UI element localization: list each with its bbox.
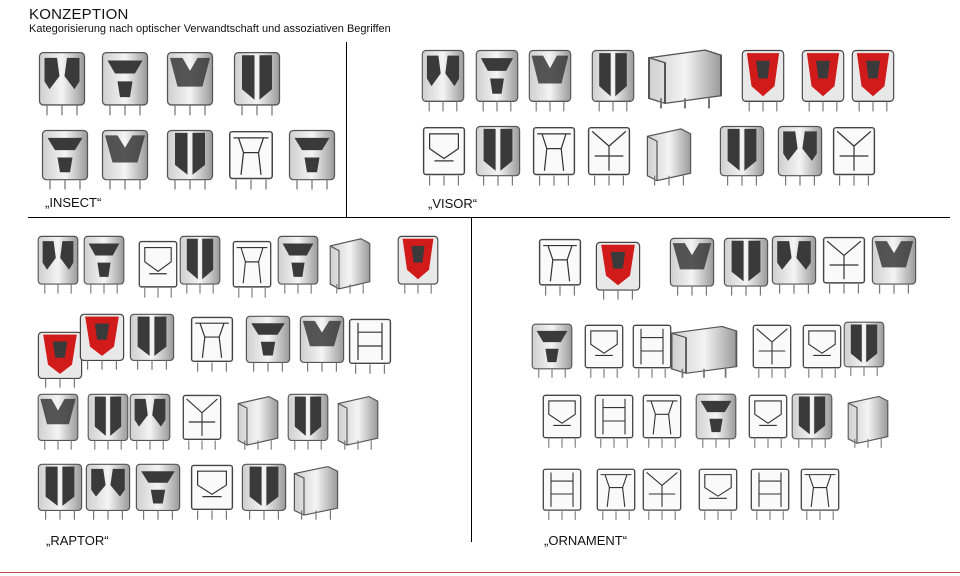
raptor-sketch bbox=[396, 234, 440, 296]
ornament-sketch bbox=[668, 236, 716, 298]
visor-sketch bbox=[850, 48, 896, 114]
insect-sketch bbox=[37, 50, 87, 118]
visor-sketch bbox=[527, 48, 573, 114]
visor-sketch bbox=[420, 48, 466, 114]
ornament-sketch bbox=[790, 392, 834, 450]
raptor-sketch bbox=[178, 234, 222, 296]
ornament-sketch bbox=[592, 392, 636, 450]
visor-sketch bbox=[590, 48, 636, 114]
ornament-sketch bbox=[582, 322, 626, 380]
raptor-sketch bbox=[328, 234, 372, 296]
ornament-sketch bbox=[668, 322, 740, 380]
visor-sketch bbox=[474, 48, 520, 114]
raptor-sketch bbox=[86, 392, 130, 452]
ornament-sketch bbox=[800, 322, 844, 380]
raptor-label: „RAPTOR“ bbox=[46, 533, 109, 548]
footer-rule bbox=[0, 572, 960, 573]
ornament-sketch bbox=[820, 234, 868, 296]
ornament-sketch bbox=[640, 392, 684, 450]
raptor-sketch bbox=[36, 392, 80, 452]
ornament-sketch bbox=[750, 322, 794, 380]
visor-sketch bbox=[530, 124, 578, 188]
insect-sketch bbox=[100, 50, 150, 118]
visor-sketch bbox=[800, 48, 846, 114]
raptor-sketch bbox=[236, 392, 280, 452]
insect-sketch bbox=[287, 128, 337, 192]
insect-sketch bbox=[165, 50, 215, 118]
raptor-sketch bbox=[36, 462, 84, 522]
ornament-sketch bbox=[748, 466, 792, 522]
visor-sketch bbox=[474, 124, 522, 188]
ornament-sketch bbox=[540, 466, 584, 522]
ornament-sketch bbox=[746, 392, 790, 450]
raptor-sketch bbox=[128, 312, 176, 372]
raptor-sketch bbox=[180, 392, 224, 452]
vertical-divider-bottom bbox=[471, 217, 472, 542]
ornament-sketch bbox=[870, 234, 918, 296]
raptor-sketch bbox=[188, 462, 236, 522]
raptor-sketch bbox=[188, 314, 236, 374]
raptor-sketch bbox=[36, 330, 84, 390]
insect-sketch bbox=[232, 50, 282, 118]
raptor-sketch bbox=[346, 316, 394, 376]
insect-sketch bbox=[100, 128, 150, 192]
ornament-sketch bbox=[798, 466, 842, 522]
raptor-sketch bbox=[230, 238, 274, 300]
visor-sketch bbox=[830, 124, 878, 188]
vertical-divider-top bbox=[346, 42, 347, 217]
ornament-sketch bbox=[536, 236, 584, 298]
visor-sketch bbox=[585, 124, 633, 188]
raptor-sketch bbox=[276, 234, 320, 296]
ornament-sketch bbox=[594, 466, 638, 522]
raptor-sketch bbox=[84, 462, 132, 522]
raptor-sketch bbox=[286, 392, 330, 452]
insect-label: „INSECT“ bbox=[45, 195, 102, 210]
insect-sketch bbox=[165, 128, 215, 192]
visor-label: „VISOR“ bbox=[428, 196, 478, 211]
raptor-sketch bbox=[298, 314, 346, 374]
raptor-sketch bbox=[244, 314, 292, 374]
visor-sketch bbox=[718, 124, 766, 188]
ornament-sketch bbox=[694, 392, 738, 450]
visor-sketch bbox=[420, 124, 468, 188]
page-subtitle: Kategorisierung nach optischer Verwandtschaft und assoziativen Begriffen bbox=[29, 23, 391, 35]
raptor-sketch bbox=[292, 462, 340, 522]
visor-sketch bbox=[645, 45, 725, 111]
visor-sketch bbox=[645, 124, 693, 188]
ornament-sketch bbox=[594, 240, 642, 302]
raptor-sketch bbox=[136, 238, 180, 300]
ornament-sketch bbox=[540, 392, 584, 450]
ornament-sketch bbox=[722, 236, 770, 298]
raptor-sketch bbox=[134, 462, 182, 522]
raptor-sketch bbox=[336, 392, 380, 452]
ornament-sketch bbox=[770, 234, 818, 296]
raptor-sketch bbox=[240, 462, 288, 522]
horizontal-divider bbox=[28, 217, 950, 218]
raptor-sketch bbox=[36, 234, 80, 296]
ornament-sketch bbox=[640, 466, 684, 522]
page-title: KONZEPTION bbox=[29, 6, 129, 23]
raptor-sketch bbox=[82, 234, 126, 296]
ornament-sketch bbox=[530, 322, 574, 380]
ornament-label: „ORNAMENT“ bbox=[544, 533, 628, 548]
ornament-sketch bbox=[846, 392, 890, 450]
visor-sketch bbox=[740, 48, 786, 114]
raptor-sketch bbox=[78, 312, 126, 372]
visor-sketch bbox=[776, 124, 824, 188]
insect-sketch bbox=[40, 128, 90, 192]
ornament-sketch bbox=[842, 320, 886, 378]
ornament-sketch bbox=[696, 466, 740, 522]
insect-sketch bbox=[226, 128, 276, 192]
raptor-sketch bbox=[128, 392, 172, 452]
